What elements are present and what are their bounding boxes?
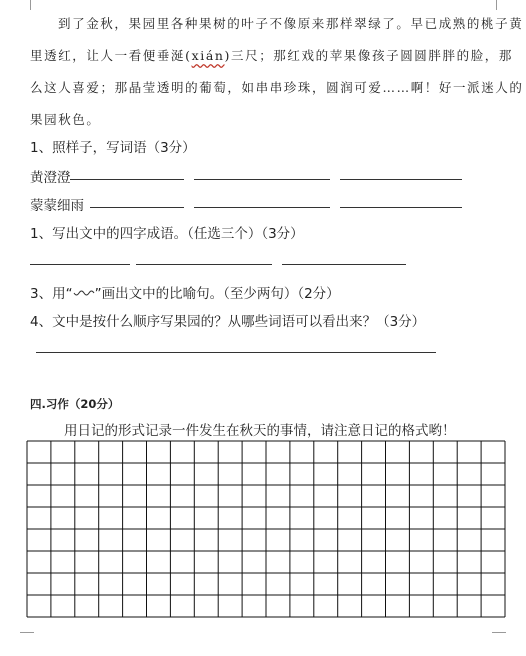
answer-blank[interactable] [340,207,462,208]
question-4: 4、文中是按什么顺序写果园的？从哪些词语可以看出来？（3分） [30,314,426,330]
crop-mark-bottom-left [20,632,34,643]
answer-blank[interactable] [194,179,330,180]
pinyin-annotation: xián [191,48,225,63]
answer-blank[interactable] [90,207,184,208]
answer-blank[interactable] [70,179,184,180]
writing-grid[interactable] [26,440,506,618]
answer-blank[interactable] [194,207,330,208]
example-word-2: 蒙蒙细雨 [30,198,84,214]
passage-line-2 [30,46,513,64]
question-3 [30,282,340,302]
passage-line-4: 果园秋色。 [30,112,101,127]
crop-mark-bottom-right [492,632,506,643]
writing-prompt: 用日记的形式记录一件发生在秋天的事情，请注意日记的格式哟！ [64,423,456,439]
answer-blank[interactable] [36,352,436,353]
question-3-end: ”画出文中的比喻句。（至少两句）（2分） [94,286,340,302]
answer-blank[interactable] [282,264,406,265]
question-idioms: 1、写出文中的四字成语。（任选三个）（3分） [30,226,304,242]
passage-line-3: 么这人喜爱；那晶莹透明的葡萄，如串串珍珠，圆润可爱……啊！好一派迷人的 [30,80,524,95]
passage-line-2-end: )三尺；那红戏的苹果像孩子圆圆胖胖的脸，那 [224,48,514,63]
answer-blank[interactable] [136,264,272,265]
passage-line-1: 到了金秋，果园里各种果树的叶子不像原来那样翠绿了。早已成熟的桃子黄 [58,16,524,31]
passage-line-2-start: 里透红，让人一看便垂涎( [30,48,192,63]
answer-blank[interactable] [340,179,462,180]
question-3-start: 3、用“ [30,286,73,302]
wavy-underline-symbol [73,290,95,298]
example-word-1: 黄澄澄 [30,170,71,186]
crop-mark-top-left [20,0,31,10]
crop-mark-top-right [496,0,507,10]
answer-blank[interactable] [30,264,130,265]
question-1: 1、照样子，写词语（3分） [30,140,196,156]
section-heading-writing: 四.习作（20分） [30,397,120,411]
